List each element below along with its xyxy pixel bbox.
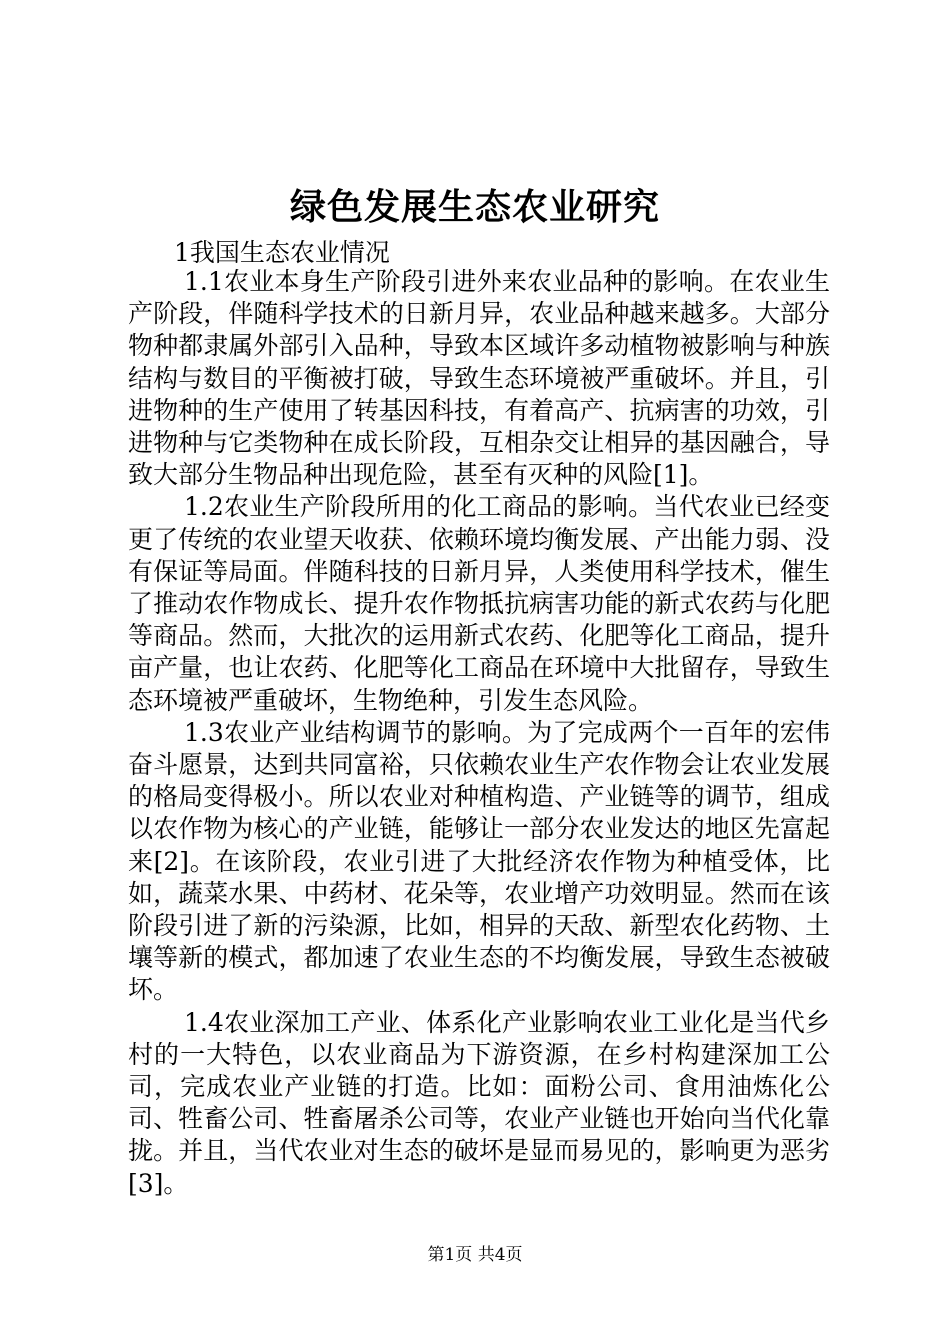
- document-body: [128, 266, 830, 1200]
- paragraph-1-3: 1.3农业产业结构调节的影响。为了完成两个一百年的宏伟奋斗愿景，达到共同富裕，只依赖农业生产农作物会让农业发展的格局变得极小。所以农业对种植构造、产业链等的调节，组成以农作物为核心的产业链，能够让一部分农业发达的地区先富起来[2]。在该阶段，农业引进了大批经济农作物为种植受体，比如，蔬菜水果、中药材、花朵等，农业增产功效明显。然而在该阶段引进了新的污染源，比如，相异的天敌、新型农化药物、土壤等新的模式，都加速了农业生态的不均衡发展，导致生态被破坏。: [128, 717, 830, 1005]
- document-title: 绿色发展生态农业研究: [289, 186, 660, 228]
- paragraph-1-4: 1.4农业深加工产业、体系化产业影响农业工业化是当代乡村的一大特色，以农业商品为下游资源，在乡村构建深加工公司，完成农业产业链的打造。比如：面粉公司、食用油炼化公司、牲畜公司、牲畜屠杀公司等，农业产业链也开始向当代化靠拢。并且，当代农业对生态的破坏是显而易见的，影响更为恶劣[3]。: [128, 1007, 830, 1198]
- section-heading: 1我国生态农业情况: [174, 238, 390, 267]
- paragraph-1-2: 1.2农业生产阶段所用的化工商品的影响。当代农业已经变更了传统的农业望天收获、依赖环境均衡发展、产出能力弱、没有保证等局面。伴随科技的日新月异，人类使用科学技术，催生了推动农作物成长、提升农作物抵抗病害功能的新式农药与化肥等商品。然而，大批次的运用新式农药、化肥等化工商品，提升亩产量，也让农药、化肥等化工商品在环境中大批留存，导致生态环境被严重破坏，生物绝种，引发生态风险。: [128, 492, 830, 715]
- paragraph-1-1: 1.1农业本身生产阶段引进外来农业品种的影响。在农业生产阶段，伴随科学技术的日新月异，农业品种越来越多。大部分物种都隶属外部引入品种，导致本区域许多动植物被影响与种族结构与数目的平衡被打破，导致生态环境被严重破坏。并且，引进物种的生产使用了转基因科技，有着高产、抗病害的功效，引进物种与它类物种在成长阶段，互相杂交让相异的基因融合，导致大部分生物品种出现危险，甚至有灭种的风险[1]。: [128, 267, 830, 490]
- page-number-footer: 第1页 共4页: [427, 1245, 523, 1265]
